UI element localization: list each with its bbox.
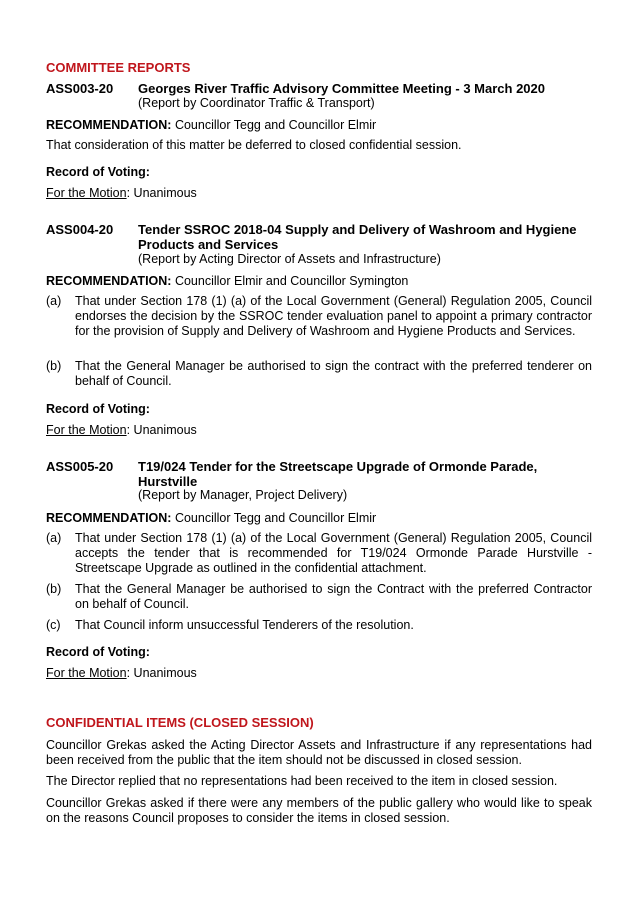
record-of-voting-heading: Record of Voting: bbox=[46, 402, 150, 416]
item-id: ASS003-20 bbox=[46, 81, 114, 96]
closed-session-paragraph: Councillor Grekas asked if there were any members of the public gallery who would like to speak on the reasons Council proposes to consider the items in closed session. bbox=[46, 796, 592, 825]
for-the-motion-label: For the Motion bbox=[46, 666, 127, 680]
record-of-voting-heading: Record of Voting: bbox=[46, 645, 150, 659]
resolution-text: That consideration of this matter be deferred to closed confidential session. bbox=[46, 138, 462, 152]
clause-label: (b) bbox=[46, 582, 62, 596]
item-title: T19/024 Tender for the Streetscape Upgrade of Ormonde Parade, Hurstville bbox=[138, 459, 538, 489]
item-title: Tender SSROC 2018-04 Supply and Delivery of Washroom and Hygiene Products and Services bbox=[138, 222, 577, 252]
item-report-by: (Report by Coordinator Traffic & Transport) bbox=[138, 96, 375, 110]
recommendation-movers: Councillor Elmir and Councillor Symington bbox=[174, 274, 409, 288]
voting-result bbox=[46, 666, 592, 681]
clause-text: That the General Manager be authorised to sign the contract with the preferred tenderer on behalf of Council. bbox=[75, 359, 592, 388]
clause-label: (a) bbox=[46, 294, 62, 308]
recommendation-movers: Councillor Tegg and Councillor Elmir bbox=[174, 511, 377, 525]
clause-label: (c) bbox=[46, 618, 61, 632]
closed-session-paragraph: The Director replied that no representations had been received to the item in closed session. bbox=[46, 774, 558, 788]
recommendation bbox=[46, 511, 592, 526]
item-id: ASS004-20 bbox=[46, 222, 114, 237]
clause-text: That the General Manager be authorised to sign the Contract with the preferred Contractor on behalf of Council. bbox=[75, 582, 592, 611]
section-heading-committee-reports: COMMITTEE REPORTS bbox=[46, 60, 191, 75]
item-report-by: (Report by Manager, Project Delivery) bbox=[138, 488, 348, 502]
item-report-by: (Report by Acting Director of Assets and Infrastructure) bbox=[138, 252, 441, 266]
item-title: Georges River Traffic Advisory Committee Meeting - 3 March 2020 bbox=[138, 81, 545, 96]
recommendation bbox=[46, 274, 592, 289]
voting-outcome: : Unanimous bbox=[126, 186, 197, 200]
section-heading-confidential: CONFIDENTIAL ITEMS (CLOSED SESSION) bbox=[46, 715, 314, 730]
voting-result bbox=[46, 423, 592, 438]
voting-outcome: : Unanimous bbox=[126, 423, 197, 437]
clause-text: That Council inform unsuccessful Tenderers of the resolution. bbox=[75, 618, 414, 632]
for-the-motion-label: For the Motion bbox=[46, 423, 127, 437]
for-the-motion-label: For the Motion bbox=[46, 186, 127, 200]
clause-text: That under Section 178 (1) (a) of the Local Government (General) Regulation 2005, Council accepts the tender that is recommended for T19/024 Ormonde Parade Hurstville - Streetscape Upgrade as outlined in the confidential attachment. bbox=[75, 531, 592, 575]
item-id: ASS005-20 bbox=[46, 459, 114, 474]
clause-label: (a) bbox=[46, 531, 62, 545]
recommendation-label: RECOMMENDATION: bbox=[46, 511, 172, 525]
closed-session-paragraph: Councillor Grekas asked the Acting Director Assets and Infrastructure if any representations had been received from the public that the item should not be discussed in closed session. bbox=[46, 738, 592, 767]
record-of-voting-heading: Record of Voting: bbox=[46, 165, 150, 179]
voting-outcome: : Unanimous bbox=[126, 666, 197, 680]
recommendation-movers: Councillor Tegg and Councillor Elmir bbox=[174, 118, 377, 132]
recommendation-label: RECOMMENDATION: bbox=[46, 274, 172, 288]
clause-text: That under Section 178 (1) (a) of the Local Government (General) Regulation 2005, Council endorses the decision by the SSROC tender evaluation panel to appoint a primary contractor for the provision of Supply and Delivery of Washroom and Hygiene Products and Services. bbox=[75, 294, 592, 338]
clause-label: (b) bbox=[46, 359, 62, 373]
recommendation bbox=[46, 118, 592, 133]
recommendation-label: RECOMMENDATION: bbox=[46, 118, 172, 132]
voting-result bbox=[46, 186, 592, 201]
